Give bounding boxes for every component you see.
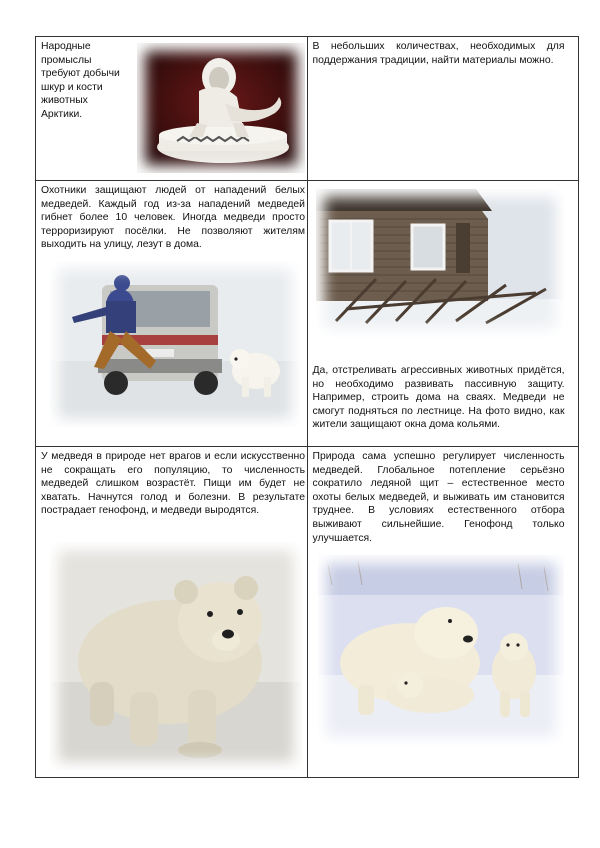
polar-bear-cub-image xyxy=(50,542,302,770)
crafts-text: Народные промыслы требуют добычи шкур и кости животных Арктики. xyxy=(41,41,120,120)
cell-crafts xyxy=(36,37,308,181)
tradition-text: В небольших количествах, необходимых для поддержания традиции, найти материалы можно. xyxy=(312,41,565,66)
carved-bone-figurine-image xyxy=(137,43,305,173)
polar-bear-family-image xyxy=(318,555,564,745)
hunters-text: Охотники защищают людей от нападений белых медведей. Каждый год из-за нападений медведей гибнет более 10 человек. Иногда медведи просто терроризируют посёлки. Не позволяют жителям выходить на улицу, лезут в дома. xyxy=(41,185,305,251)
man-car-polar-bear-image xyxy=(50,261,300,427)
cell-hunters xyxy=(36,181,308,447)
cell-nature xyxy=(307,447,579,778)
wooden-house-stakes-image xyxy=(316,189,564,337)
cell-tradition xyxy=(307,37,579,181)
stilts-text: Да, отстреливать агрессивных животных придётся, но необходимо развивать пассивную защиту. Например, строить дома на сваях. Медведи не смогут подняться по лестнице. На фото видно, как жители защищают окна дома кольями. xyxy=(312,365,565,431)
cell-no-enemies xyxy=(36,447,308,778)
argument-table xyxy=(35,36,579,778)
no-enemies-text: У медведя в природе нет врагов и если искусственно не сокращать его популяцию, то численность медведей слишком возрастёт. Пищи им будет не хватать. Начнутся голод и болезни. В результате пострадает генофонд, и медведи выродятся. xyxy=(41,451,305,517)
cell-stilts xyxy=(307,181,579,447)
nature-text: Природа сама успешно регулирует численность медведей. Глобальное потепление серьёзно сократило ледяной щит – естественное место охоты белых медведей, и выживать им становится труднее. В условиях естественного отбора выживают сильнейшие. Генофонд только улучшается. xyxy=(312,451,565,544)
